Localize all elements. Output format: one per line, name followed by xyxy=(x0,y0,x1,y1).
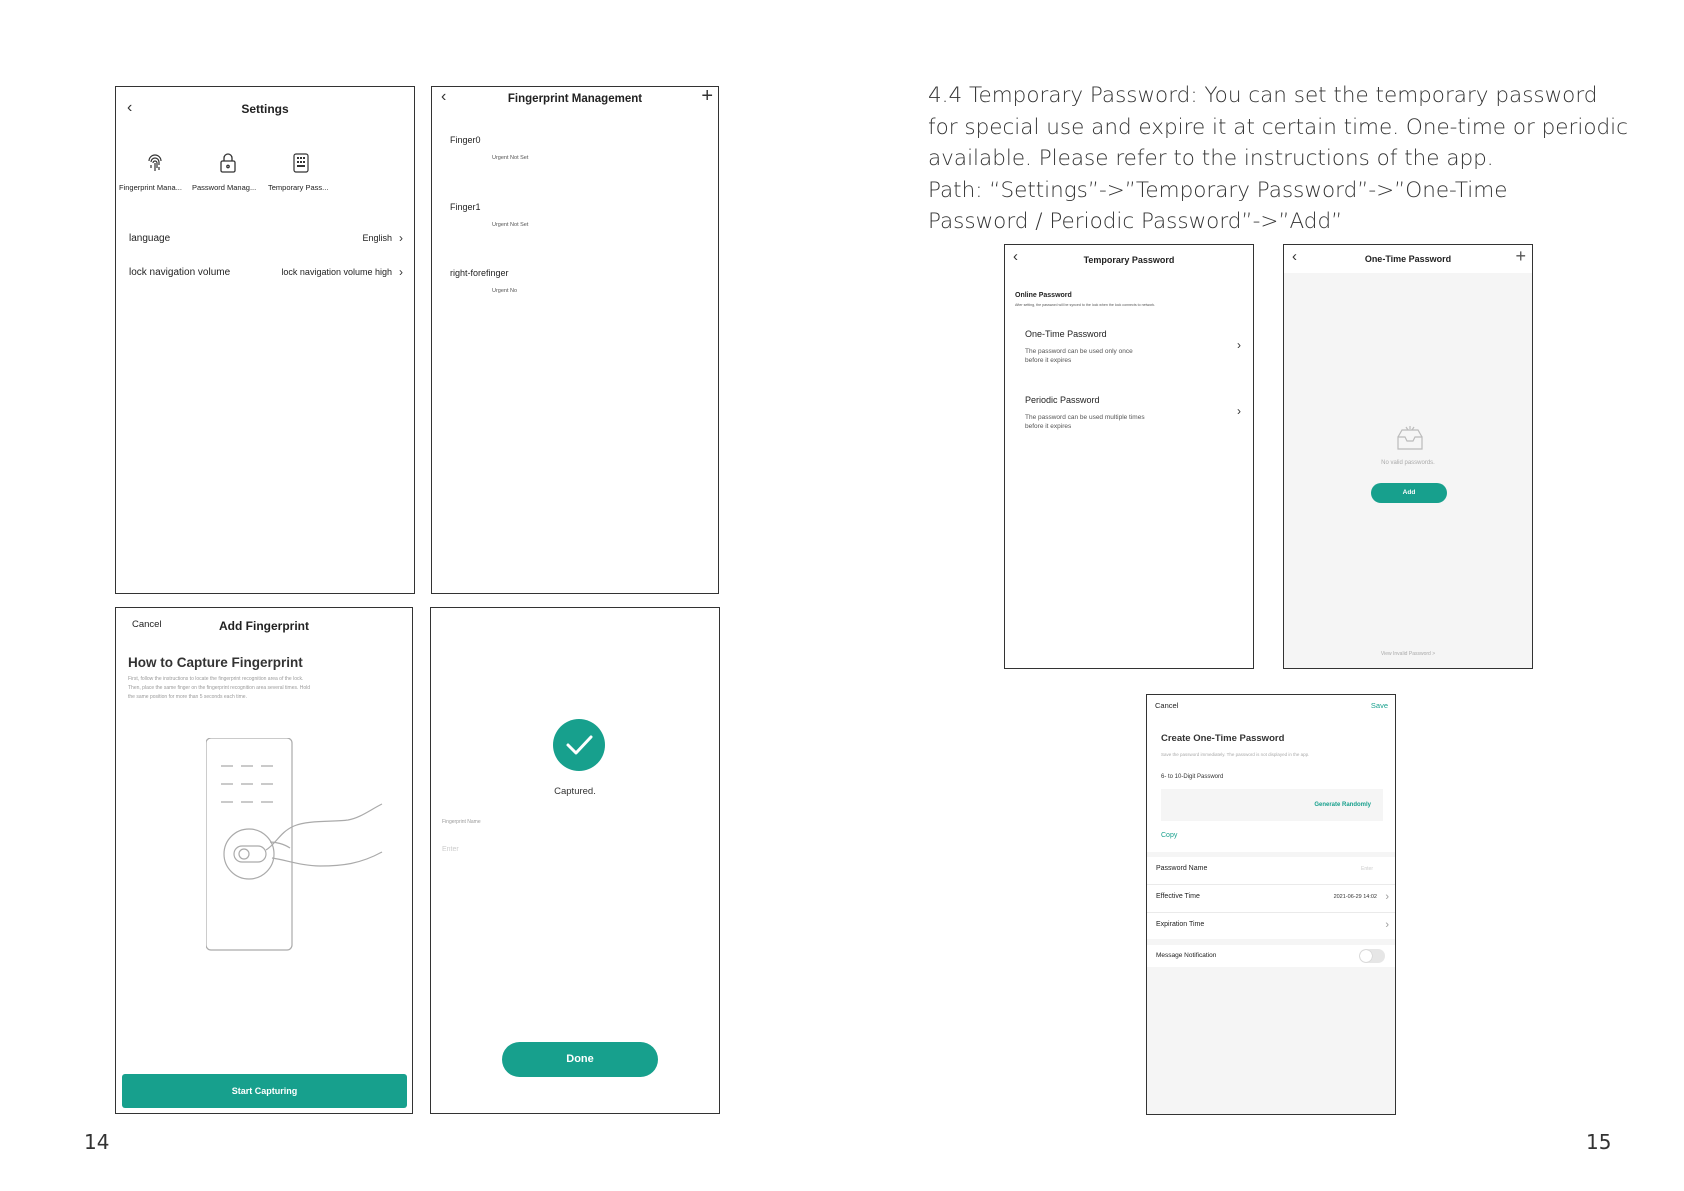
section-heading: How to Capture Fingerprint xyxy=(128,655,303,670)
notification-toggle[interactable] xyxy=(1359,949,1385,963)
save-note: Save the password immediately. The password is not displayed in the app. xyxy=(1161,752,1310,757)
field-label: Fingerprint Name xyxy=(442,819,481,825)
toggle-knob xyxy=(1360,950,1372,962)
view-invalid-link[interactable]: View Invalid Password > xyxy=(1380,651,1436,657)
back-icon[interactable]: ‹ xyxy=(1292,248,1297,265)
captured-status: Captured. xyxy=(554,786,596,797)
chevron-right-icon: › xyxy=(399,265,403,279)
generate-randomly-button[interactable]: Generate Randomly xyxy=(1314,802,1371,808)
text-line: Password / Periodic Password”->”Add” xyxy=(928,209,1343,234)
captured-screen xyxy=(430,607,720,1114)
fingerprint-item-name[interactable]: Finger1 xyxy=(450,202,481,212)
option-desc: The password can be used multiple times xyxy=(1025,414,1145,421)
create-password-screen xyxy=(1146,694,1396,1115)
text-line: 4.4 Temporary Password: You can set the temporary password xyxy=(928,83,1598,108)
instruction-text: Then, place the same finger on the fingerprint recognition area several times. Hold xyxy=(128,685,311,691)
fingerprint-item-sub: Urgent Not Set xyxy=(492,222,529,228)
row-label: Message Notification xyxy=(1156,952,1217,959)
fingerprint-name-input[interactable]: Enter xyxy=(442,846,459,853)
chevron-right-icon[interactable]: › xyxy=(1385,919,1389,931)
one-time-password-screen xyxy=(1283,244,1533,669)
chevron-right-icon: › xyxy=(399,231,403,245)
language-label: language xyxy=(129,233,171,244)
temporary-password-screen xyxy=(1004,244,1254,669)
back-icon[interactable]: ‹ xyxy=(1013,248,1018,265)
page-number-right: 15 xyxy=(1586,1130,1612,1154)
screen-title: Settings xyxy=(241,102,289,116)
instruction-text: First, follow the instructions to locate the fingerprint recognition area of the lock. xyxy=(128,676,304,682)
section-heading: Online Password xyxy=(1015,292,1072,299)
section-text xyxy=(928,80,1628,238)
fingerprint-item-name[interactable]: Finger0 xyxy=(450,135,481,145)
option-title[interactable]: Periodic Password xyxy=(1025,395,1100,405)
volume-value[interactable]: lock navigation volume high xyxy=(281,267,392,277)
add-icon[interactable]: + xyxy=(701,86,713,107)
section-note: After setting, the password will be synced to the lock when the lock connects to network. xyxy=(1015,303,1156,307)
icon-label: Fingerprint Mana... xyxy=(119,183,182,192)
empty-state-text: No valid passwords. xyxy=(1381,460,1435,466)
check-icon xyxy=(553,719,605,771)
screen-title: One-Time Password xyxy=(1364,254,1452,264)
cancel-button[interactable]: Cancel xyxy=(1155,701,1179,710)
notification-row xyxy=(1147,945,1395,967)
cancel-button[interactable]: Cancel xyxy=(132,619,162,630)
section-heading: Create One-Time Password xyxy=(1161,733,1285,744)
chevron-right-icon: › xyxy=(1385,891,1389,903)
option-desc: The password can be used only once xyxy=(1025,348,1133,355)
back-icon[interactable]: ‹ xyxy=(127,99,133,116)
empty-inbox-icon xyxy=(1394,425,1426,456)
option-desc: before it expires xyxy=(1025,357,1072,364)
add-fingerprint-screen xyxy=(115,607,413,1114)
volume-label: lock navigation volume xyxy=(129,267,231,278)
divider xyxy=(1147,912,1395,913)
icon-label: Temporary Pass... xyxy=(268,183,329,192)
password-name-input[interactable]: Enter xyxy=(1361,866,1373,872)
done-button[interactable]: Done xyxy=(502,1042,658,1077)
lock-illustration xyxy=(206,738,386,958)
icon-label: Password Manag... xyxy=(192,183,257,192)
text-line: Path: “Settings”->”Temporary Password”->”One-Time xyxy=(928,177,1508,203)
back-icon[interactable]: ‹ xyxy=(441,88,447,105)
keypad-icon[interactable] xyxy=(292,152,310,179)
start-capturing-button[interactable]: Start Capturing xyxy=(122,1074,407,1108)
settings-screen xyxy=(115,86,415,594)
add-button[interactable]: Add xyxy=(1371,483,1447,503)
screen-title: Fingerprint Management xyxy=(507,93,643,105)
screen-title: Add Fingerprint xyxy=(219,619,309,633)
effective-time-value[interactable]: 2021-06-29 14:02 xyxy=(1333,894,1377,900)
field-label: 6- to 10-Digit Password xyxy=(1161,774,1224,780)
fingerprint-management-screen xyxy=(431,86,719,594)
language-value[interactable]: English xyxy=(362,233,392,243)
option-desc: before it expires xyxy=(1025,423,1072,430)
option-title[interactable]: One-Time Password xyxy=(1025,329,1107,339)
save-button[interactable]: Save xyxy=(1370,701,1388,710)
text-line: available. Please refer to the instructions of the app. xyxy=(928,146,1494,171)
fingerprint-item-sub: Urgent Not Set xyxy=(492,155,529,161)
row-label: Effective Time xyxy=(1156,893,1200,900)
divider xyxy=(1147,884,1395,885)
chevron-right-icon: › xyxy=(1237,338,1241,352)
add-icon[interactable]: + xyxy=(1515,246,1526,266)
row-label: Expiration Time xyxy=(1156,921,1205,928)
screen-title: Temporary Password xyxy=(1083,255,1175,265)
settings-list xyxy=(1147,857,1395,939)
copy-button[interactable]: Copy xyxy=(1161,832,1178,839)
fingerprint-item-sub: Urgent No xyxy=(492,288,518,294)
instruction-text: the same position for more than 5 seconds each time. xyxy=(128,694,247,700)
text-line: for special use and expire it at certain time. One-time or periodic xyxy=(928,114,1628,140)
fingerprint-item-name[interactable]: right-forefinger xyxy=(450,268,509,278)
fingerprint-icon[interactable] xyxy=(145,153,165,178)
row-label: Password Name xyxy=(1156,865,1208,872)
page-number-left: 14 xyxy=(84,1130,110,1154)
lock-icon[interactable] xyxy=(218,152,238,179)
chevron-right-icon: › xyxy=(1237,404,1241,418)
